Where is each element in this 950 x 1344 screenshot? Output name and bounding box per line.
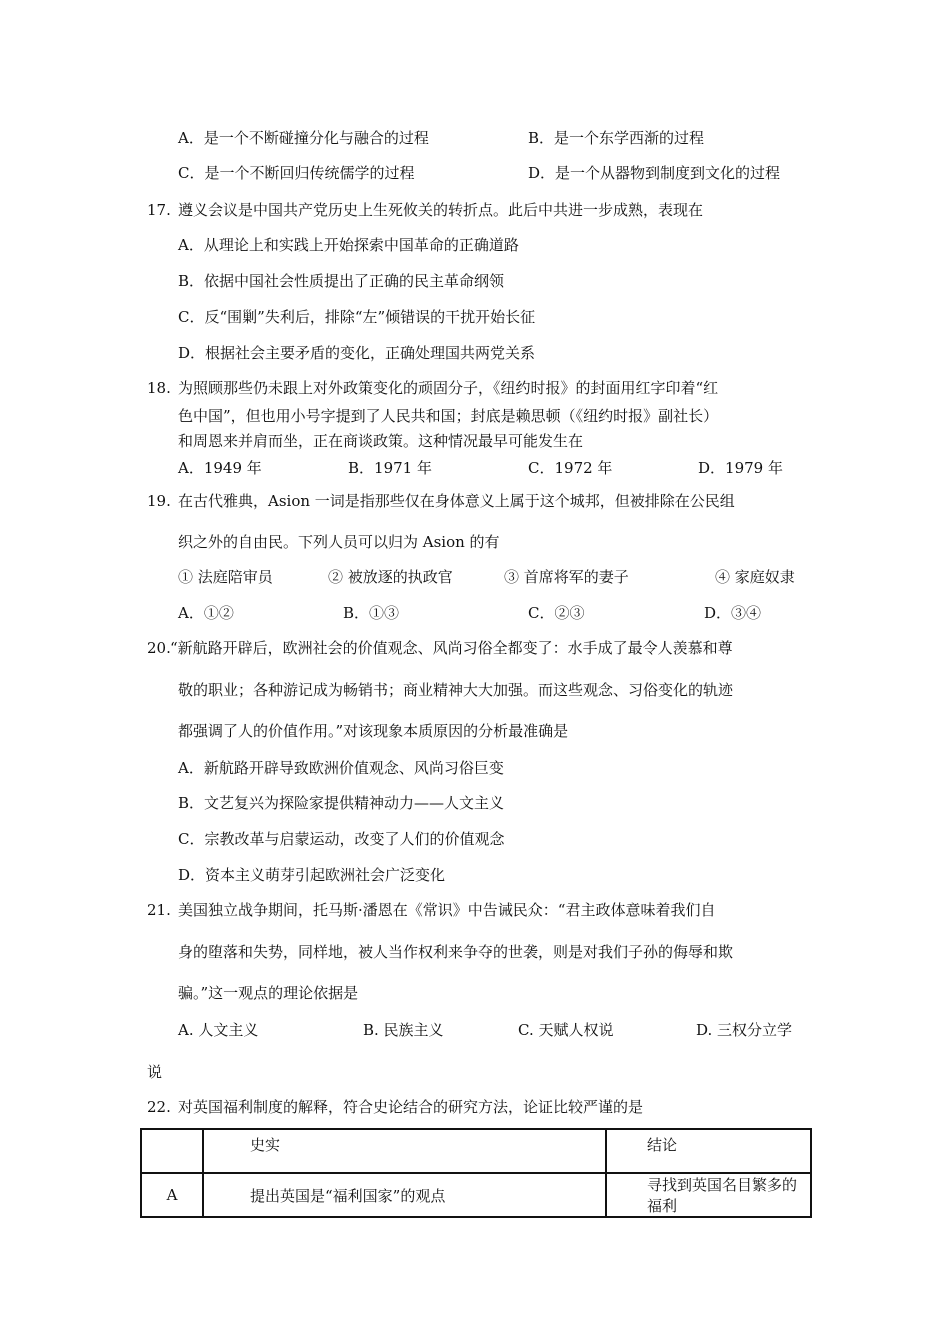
option-20-c: C．宗教改革与启蒙运动，改变了人们的价值观念 [178, 830, 505, 848]
option-18-a: A．1949 年 [178, 459, 262, 477]
question-21-stem-line3: 骗。”这一观点的理论依据是 [178, 984, 359, 1002]
option-16-b: B．是一个东学西渐的过程 [528, 129, 705, 147]
option-18-d: D．1979 年 [698, 459, 783, 477]
question-18-stem-line3: 和周恩来并肩而坐，正在商谈政策。这种情况最早可能发生在 [178, 432, 584, 450]
question-19-stem-line2: 织之外的自由民。下列人员可以归为 Asion 的有 [178, 533, 500, 551]
option-21-c: C. 天赋人权说 [518, 1021, 614, 1039]
question-22-stem: 对英国福利制度的解释，符合史论结合的研究方法，论证比较严谨的是 [178, 1098, 644, 1116]
option-16-d: D．是一个从器物到制度到文化的过程 [528, 164, 781, 182]
statement-19-3: ③ 首席将军的妻子 [504, 568, 629, 586]
table-header-cell: 史实 [203, 1129, 606, 1173]
statement-19-2: ② 被放逐的执政官 [328, 568, 453, 586]
option-18-b: B．1971 年 [348, 459, 432, 477]
option-21-b: B. 民族主义 [363, 1021, 444, 1039]
question-21-number: 21. [147, 901, 171, 919]
option-20-b: B．文艺复兴为探险家提供精神动力——人文主义 [178, 794, 505, 812]
option-17-a: A．从理论上和实践上开始探索中国革命的正确道路 [178, 236, 519, 254]
question-18-number: 18. [147, 379, 171, 397]
question-20-stem-line2: 敬的职业；各种游记成为畅销书；商业精神大大加强。而这些观念、习俗变化的轨迹 [178, 681, 734, 699]
table-row [141, 1173, 811, 1217]
question-17-number: 17. [147, 201, 171, 219]
option-21-d-continuation: 说 [147, 1063, 163, 1081]
option-20-a: A．新航路开辟导致欧洲价值观念、风尚习俗巨变 [178, 759, 504, 777]
question-21-stem-line2: 身的堕落和失势，同样地，被人当作权利来争夺的世袭，则是对我们子孙的侮辱和欺 [178, 943, 734, 961]
evidence-conclusion-table [140, 1128, 812, 1218]
table-cell: 寻找到英国名目繁多的福利 [606, 1173, 811, 1217]
question-20-stem-line1: “新航路开辟后，欧洲社会的价值观念、风尚习俗全都变了：水手成了最令人羡慕和尊 [170, 639, 733, 657]
table-header-row [141, 1129, 811, 1173]
table-cell: A [141, 1173, 203, 1217]
option-17-d: D．根据社会主要矛盾的变化，正确处理国共两党关系 [178, 344, 536, 362]
question-20-stem-line3: 都强调了人的价值作用。”对该现象本质原因的分析最准确是 [178, 722, 569, 740]
option-19-d: D．③④ [704, 604, 762, 622]
option-16-a: A．是一个不断碰撞分化与融合的过程 [178, 129, 429, 147]
table-cell: 提出英国是“福利国家”的观点 [203, 1173, 606, 1217]
option-20-d: D．资本主义萌芽引起欧洲社会广泛变化 [178, 866, 446, 884]
question-19-number: 19. [147, 492, 171, 510]
question-22-number: 22. [147, 1098, 171, 1116]
option-19-a: A．①② [178, 604, 234, 622]
question-18-stem-line1: 为照顾那些仍未跟上对外政策变化的顽固分子，《纽约时报》的封面用红字印着“红 [178, 379, 719, 397]
question-20-number: 20. [147, 639, 171, 657]
table-header-cell: 结论 [606, 1129, 811, 1173]
statement-19-4: ④ 家庭奴隶 [715, 568, 795, 586]
table-header-cell [141, 1129, 203, 1173]
option-17-b: B．依据中国社会性质提出了正确的民主革命纲领 [178, 272, 505, 290]
option-19-b: B．①③ [343, 604, 400, 622]
question-19-stem-line1: 在古代雅典，Asion 一词是指那些仅在身体意义上属于这个城邦，但被排除在公民组 [178, 492, 735, 510]
option-21-a: A. 人文主义 [178, 1021, 259, 1039]
option-17-c: C．反“围剿”失利后，排除“左”倾错误的干扰开始长征 [178, 308, 536, 326]
option-19-c: C．②③ [528, 604, 585, 622]
statement-19-1: ① 法庭陪审员 [178, 568, 273, 586]
option-18-c: C．1972 年 [528, 459, 613, 477]
question-21-stem-line1: 美国独立战争期间，托马斯·潘恩在《常识》中告诫民众：“君主政体意味着我们自 [178, 901, 716, 919]
question-18-stem-line2: 色中国”，但也用小号字提到了人民共和国；封底是赖思顿（《纽约时报》副社长） [178, 407, 719, 425]
question-17-stem: 遵义会议是中国共产党历史上生死攸关的转折点。此后中共进一步成熟，表现在 [178, 201, 704, 219]
option-21-d: D. 三权分立学 [696, 1021, 793, 1039]
option-16-c: C．是一个不断回归传统儒学的过程 [178, 164, 415, 182]
